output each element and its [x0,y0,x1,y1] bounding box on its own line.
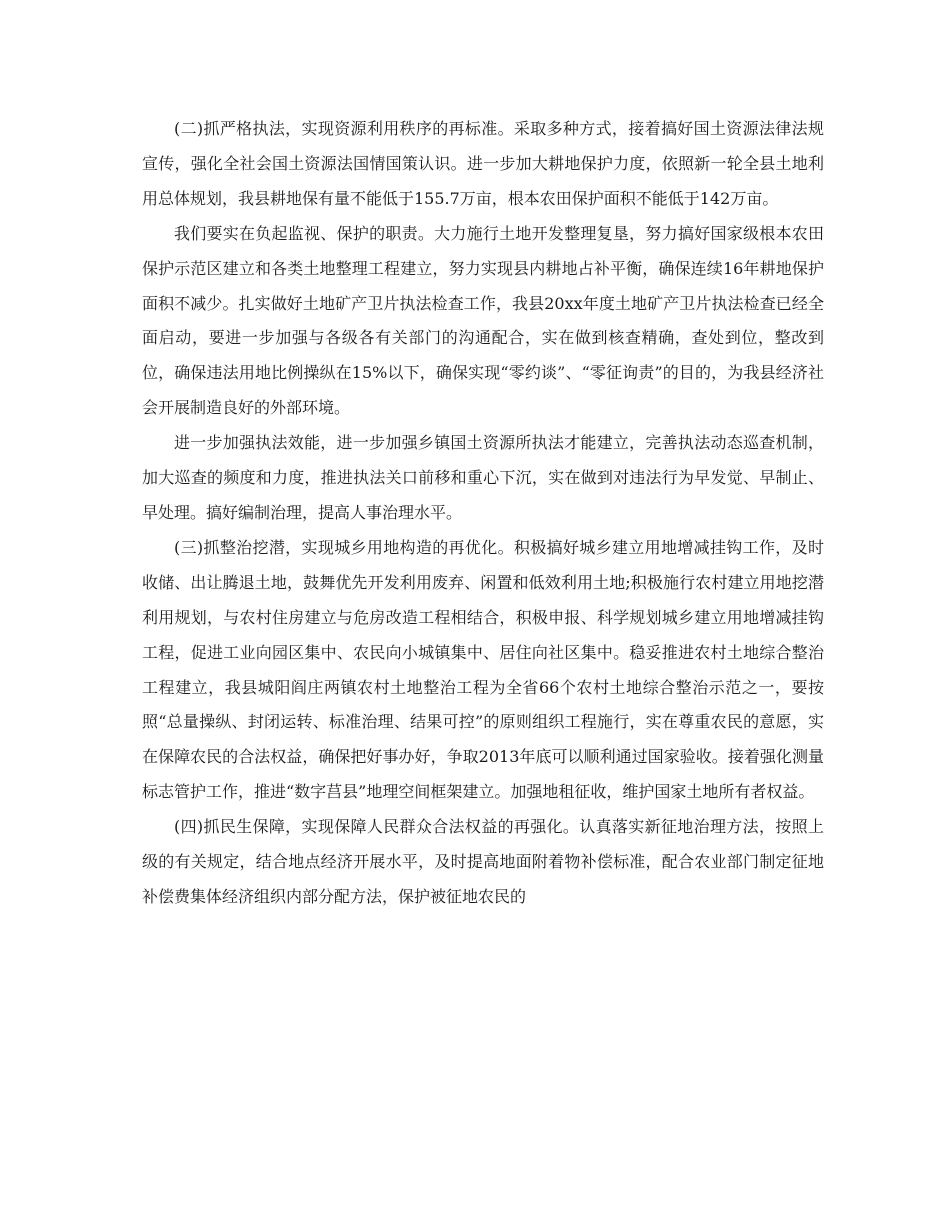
paragraph-law-enforcement: (二)抓严格执法，实现资源利用秩序的再标准。采取多种方式，接着搞好国土资源法律法规宣传，强化全社会国土资源法国情国策认识。进一步加大耕地保护力度，依照新一轮全县土地利用总体规划，我县耕地保有量不能低于155.7万亩，根本农田保护面积不能低于142万亩。 [142,119,824,208]
document-page [142,112,824,915]
paragraph-supervision-duty: 我们要实在负起监视、保护的职责。大力施行土地开发整理复垦，努力搞好国家级根本农田保护示范区建立和各类土地整理工程建立，努力实现县内耕地占补平衡，确保连续16年耕地保护面积不减少。扎实做好土地矿产卫片执法检查工作，我县20xx年度土地矿产卫片执法检查已经全面启动，要进一步加强与各级各有关部门的沟通配合，实在做到核查精确，查处到位，整改到位，确保违法用地比例操纵在15%以下，确保实现“零约谈”、“零征询责”的目的，为我县经济社会开展制造良好的外部环境。 [142,223,824,418]
paragraph-land-remediation: (三)抓整治挖潜，实现城乡用地构造的再优化。积极搞好城乡建立用地增减挂钩工作，及时收储、出让腾退土地，鼓舞优先开发利用废弃、闲置和低效利用土地;积极施行农村建立用地挖潜利用规划，与农村住房建立与危房改造工程相结合，积极申报、科学规划城乡建立用地增减挂钩工程，促进工业向园区集中、农民向小城镇集中、居住向社区集中。稳妥推进农村土地综合整治工程建立，我县城阳阎庄两镇农村土地整治工程为全省66个农村土地综合整治示范之一，要按照“总量操纵、封闭运转、标准治理、结果可控”的原则组织工程施行，实在尊重农民的意愿，实在保障农民的合法权益，确保把好事办好，争取2013年底可以顺利通过国家验收。接着强化测量标志管护工作，推进“数字莒县”地理空间框架建立。加强地租征收，维护国家土地所有者权益。 [142,537,824,802]
paragraph-enforcement-efficiency: 进一步加强执法效能，进一步加强乡镇国土资源所执法才能建立，完善执法动态巡查机制，加大巡查的频度和力度，推进执法关口前移和重心下沉，实在做到对违法行为早发觉、早制止、早处理。搞好编制治理，提高人事治理水平。 [142,433,824,522]
paragraph-livelihood-protection: (四)抓民生保障，实现保障人民群众合法权益的再强化。认真落实新征地治理方法，按照上级的有关规定，结合地点经济开展水平，及时提高地面附着物补偿标准，配合农业部门制定征地补偿费集体经济组织内部分配方法，保护被征地农民的 [142,817,824,906]
